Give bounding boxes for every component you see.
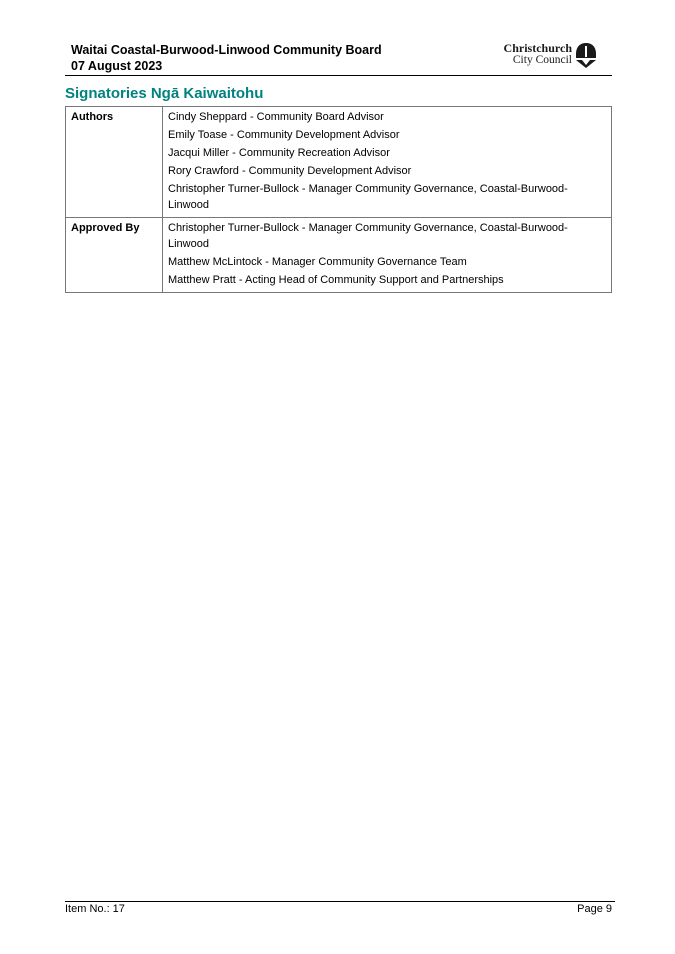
author-entry: Christopher Turner-Bullock - Manager Community Governance, Coastal-Burwood-Linwood xyxy=(168,183,568,211)
header-divider xyxy=(65,75,612,76)
author-entry: Emily Toase - Community Development Advisor xyxy=(168,129,400,141)
meeting-date: 07 August 2023 xyxy=(71,59,163,73)
approver-entry: Matthew McLintock - Manager Community Governance Team xyxy=(168,256,467,268)
authors-row xyxy=(66,107,612,218)
author-entry: Cindy Sheppard - Community Board Advisor xyxy=(168,111,384,123)
item-number: Item No.: 17 xyxy=(65,903,125,915)
authors-label: Authors xyxy=(66,107,163,218)
page-number: Page 9 xyxy=(577,903,612,915)
section-heading: Signatories Ngā Kaiwaitohu xyxy=(65,85,264,102)
footer-divider xyxy=(65,901,615,902)
signatories-table xyxy=(65,106,612,293)
board-name: Waitai Coastal-Burwood-Linwood Community Board xyxy=(71,43,382,57)
approved-by-row xyxy=(66,218,612,293)
cathedral-logo-icon xyxy=(574,42,598,68)
authors-list xyxy=(163,107,612,218)
author-entry: Rory Crawford - Community Development Advisor xyxy=(168,165,412,177)
author-entry: Jacqui Miller - Community Recreation Advisor xyxy=(168,147,390,159)
document-header xyxy=(71,42,382,74)
approvers-list xyxy=(163,218,612,293)
logo-text-line2: City Council xyxy=(512,54,572,66)
approver-entry: Matthew Pratt - Acting Head of Community Support and Partnerships xyxy=(168,274,504,286)
approver-entry: Christopher Turner-Bullock - Manager Community Governance, Coastal-Burwood-Linwood xyxy=(168,222,568,250)
approved-by-label: Approved By xyxy=(66,218,163,293)
council-logo xyxy=(498,42,600,68)
logo-text-line1: Christchurch xyxy=(503,41,572,55)
